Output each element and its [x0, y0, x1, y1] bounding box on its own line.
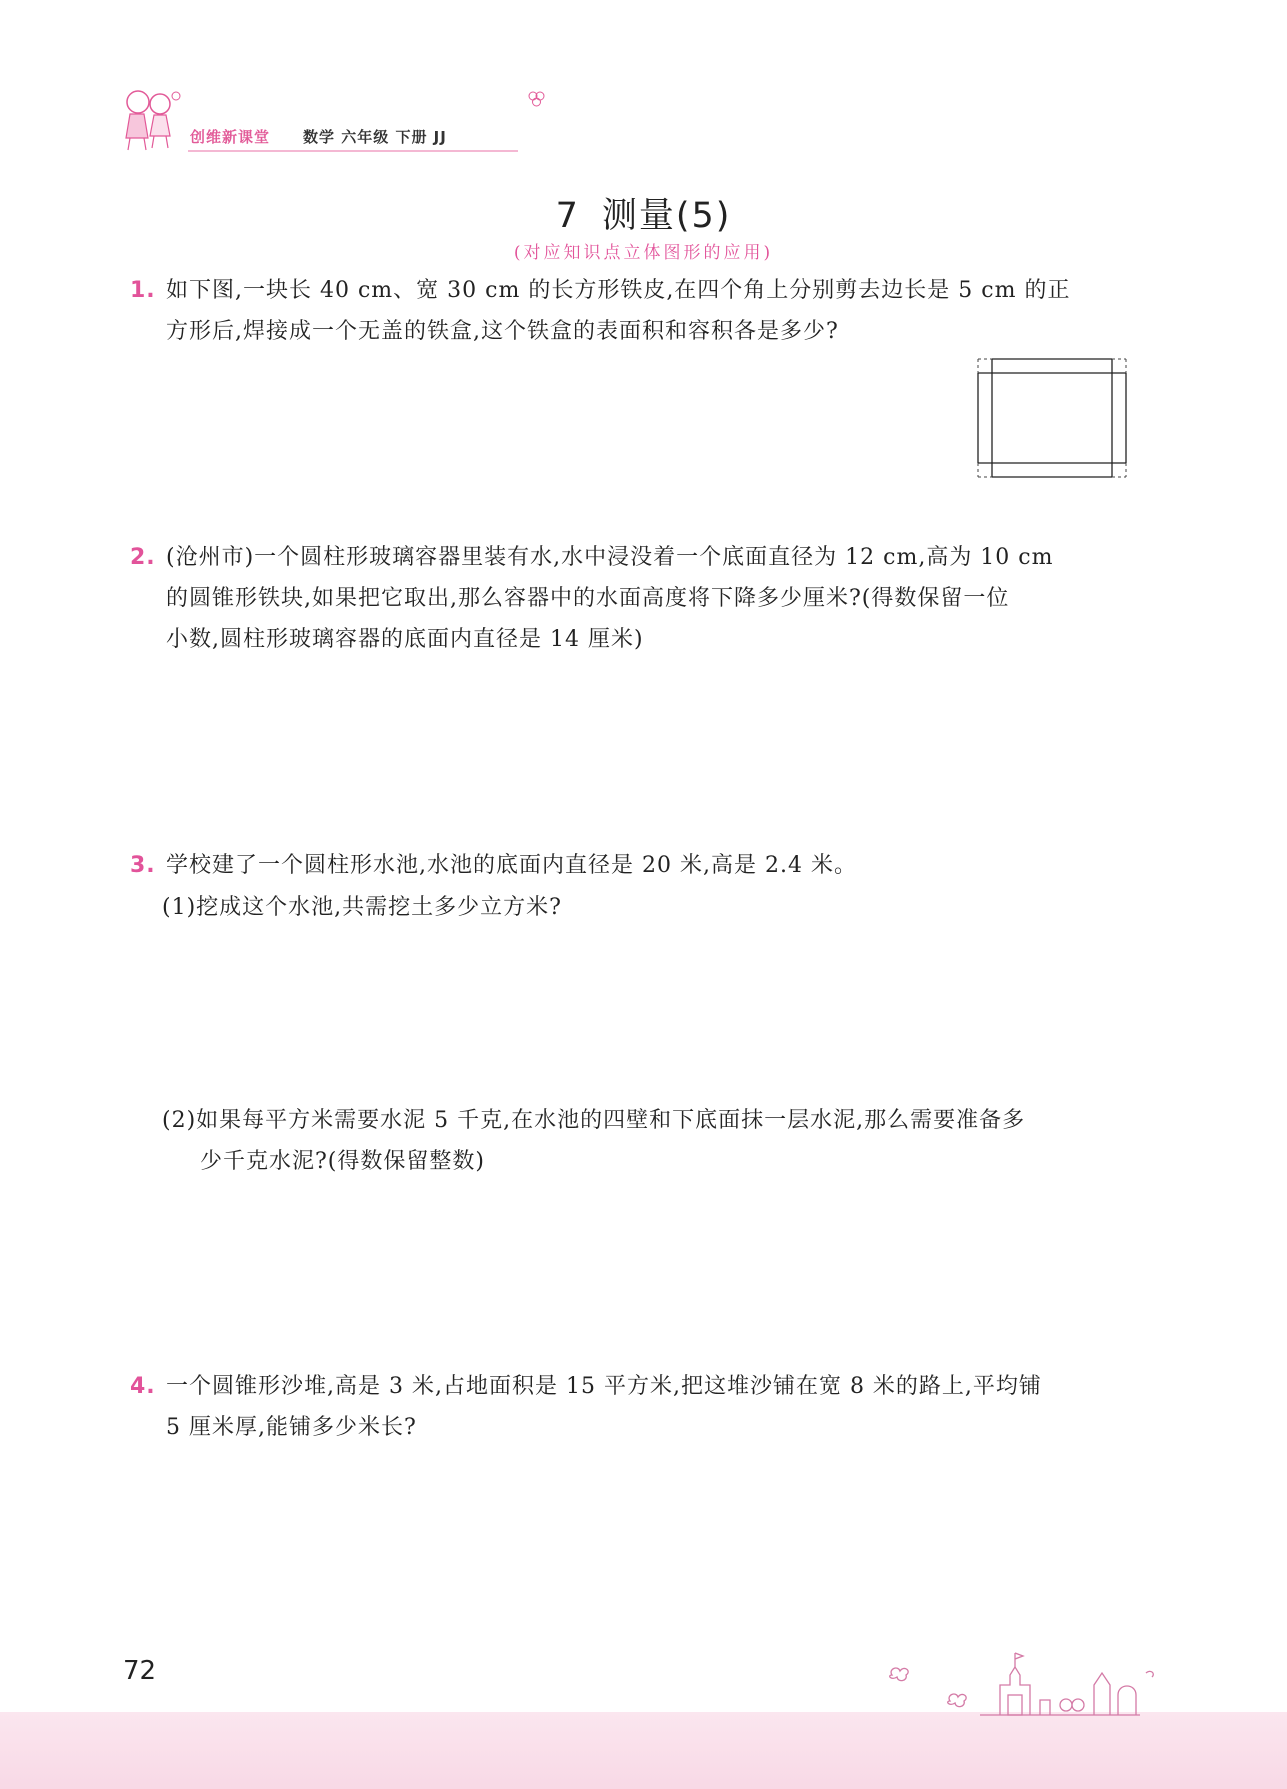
kids-illustration-icon — [118, 88, 190, 154]
question-number: 1. — [130, 278, 156, 303]
question-number: 4. — [130, 1374, 156, 1399]
page-header — [118, 88, 498, 158]
lesson-title: 测量(5) — [601, 196, 732, 236]
header-divider — [188, 150, 518, 152]
question-text-line: 如下图,一块长 40 cm、宽 30 cm 的长方形铁皮,在四个角上分别剪去边长是 5 cm 的正 — [166, 278, 1071, 303]
question-text-line: 学校建了一个圆柱形水池,水池的底面内直径是 20 米,高是 2.4 米。 — [166, 853, 857, 878]
question-2 — [130, 537, 1130, 660]
lesson-number: 7 — [555, 196, 580, 236]
question-text-line: 的圆锥形铁块,如果把它取出,那么容器中的水面高度将下降多少厘米?(得数保留一位 — [166, 586, 1010, 611]
question-text-line: (沧州市)一个圆柱形玻璃容器里装有水,水中浸没着一个底面直径为 12 cm,高为 10 cm — [166, 545, 1054, 570]
footer-band — [0, 1712, 1287, 1789]
question-text-line: 方形后,焊接成一个无盖的铁盒,这个铁盒的表面积和容积各是多少? — [166, 319, 839, 344]
sheet-corner-cut-figure — [976, 357, 1128, 479]
question-4 — [130, 1366, 1130, 1448]
part-text-line: (1)挖成这个水池,共需挖土多少立方米? — [162, 895, 562, 920]
brand-name: 创维新课堂 — [190, 128, 271, 146]
question-text-line: 小数,圆柱形玻璃容器的底面内直径是 14 厘米) — [166, 627, 644, 652]
castle-decoration-icon — [880, 1645, 1170, 1717]
question-3-part-2 — [162, 1100, 1142, 1182]
book-subject: 数学 六年级 下册 JJ — [303, 128, 447, 146]
part-text-line: 少千克水泥?(得数保留整数) — [200, 1149, 485, 1174]
flower-decoration-icon — [526, 88, 548, 108]
question-text-line: 5 厘米厚,能铺多少米长? — [166, 1415, 417, 1440]
question-number: 3. — [130, 853, 156, 878]
question-1 — [130, 270, 1130, 352]
page-title — [0, 188, 1287, 238]
question-text-line: 一个圆锥形沙堆,高是 3 米,占地面积是 15 平方米,把这堆沙铺在宽 8 米的路上,平均铺 — [166, 1374, 1042, 1399]
question-3-part-1 — [162, 887, 1142, 928]
part-text-line: (2)如果每平方米需要水泥 5 千克,在水池的四壁和下底面抹一层水泥,那么需要准备多 — [162, 1108, 1026, 1133]
question-number: 2. — [130, 545, 156, 570]
page-number: 72 — [123, 1656, 157, 1686]
question-3 — [130, 845, 1130, 886]
page-subtitle: (对应知识点立体图形的应用) — [513, 243, 774, 263]
